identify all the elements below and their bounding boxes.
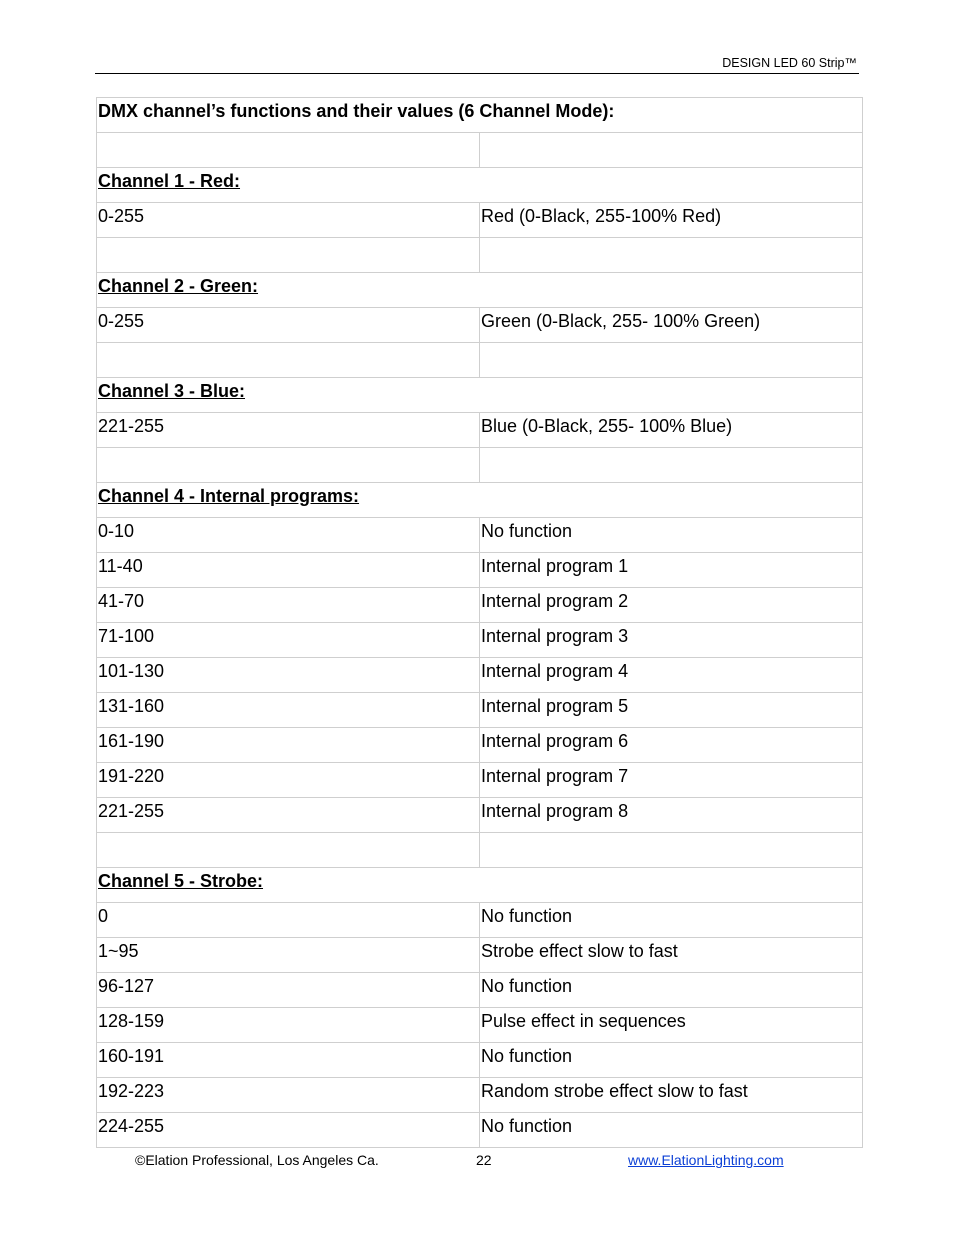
- channel-heading-row: [97, 483, 863, 518]
- table-row: [97, 903, 863, 938]
- dmx-value-cell: 191-220: [97, 763, 480, 798]
- table-row: [97, 938, 863, 973]
- dmx-value-cell: 161-190: [97, 728, 480, 763]
- spacer-cell: [97, 133, 480, 168]
- footer-website-link[interactable]: www.ElationLighting.com: [628, 1152, 784, 1168]
- table-row: [97, 308, 863, 343]
- spacer-cell: [480, 343, 863, 378]
- table-row: [97, 728, 863, 763]
- table-row: [97, 413, 863, 448]
- dmx-value-cell: 41-70: [97, 588, 480, 623]
- function-description-cell: Internal program 3: [480, 623, 863, 658]
- dmx-value-cell: 160-191: [97, 1043, 480, 1078]
- table-title: DMX channel’s functions and their values (6 Channel Mode):: [97, 98, 863, 133]
- function-description-cell: No function: [480, 973, 863, 1008]
- dmx-value-cell: 0-255: [97, 203, 480, 238]
- function-description-cell: Strobe effect slow to fast: [480, 938, 863, 973]
- function-description-cell: Green (0-Black, 255- 100% Green): [480, 308, 863, 343]
- spacer-cell: [480, 238, 863, 273]
- dmx-value-cell: 192-223: [97, 1078, 480, 1113]
- table-title-row: [97, 98, 863, 133]
- table-row: [97, 658, 863, 693]
- channel-heading: [97, 483, 863, 518]
- spacer-row: [97, 343, 863, 378]
- spacer-cell: [480, 448, 863, 483]
- dmx-value-cell: 0: [97, 903, 480, 938]
- channel-heading: [97, 868, 863, 903]
- dmx-value-cell: 101-130: [97, 658, 480, 693]
- function-description-cell: No function: [480, 1113, 863, 1148]
- channel-heading: [97, 273, 863, 308]
- channel-heading-label: Channel 3 - Blue:: [98, 381, 246, 401]
- channel-heading-row: [97, 168, 863, 203]
- spacer-row: [97, 133, 863, 168]
- table-row: [97, 203, 863, 238]
- dmx-value-cell: 96-127: [97, 973, 480, 1008]
- spacer-cell: [480, 833, 863, 868]
- dmx-channel-table: [96, 97, 863, 1148]
- function-description-cell: No function: [480, 518, 863, 553]
- footer-page-number: 22: [476, 1152, 492, 1168]
- spacer-row: [97, 833, 863, 868]
- channel-heading-label: Channel 1 - Red:: [98, 171, 241, 191]
- dmx-value-cell: 128-159: [97, 1008, 480, 1043]
- dmx-value-cell: 0-10: [97, 518, 480, 553]
- channel-heading: [97, 168, 863, 203]
- table-row: [97, 1113, 863, 1148]
- channel-heading-row: [97, 868, 863, 903]
- dmx-value-cell: 131-160: [97, 693, 480, 728]
- dmx-value-cell: 221-255: [97, 798, 480, 833]
- table-row: [97, 973, 863, 1008]
- channel-heading-row: [97, 378, 863, 413]
- spacer-cell: [480, 133, 863, 168]
- dmx-value-cell: 224-255: [97, 1113, 480, 1148]
- channel-heading-label: Channel 5 - Strobe:: [98, 871, 264, 891]
- dmx-value-cell: 71-100: [97, 623, 480, 658]
- table-row: [97, 1043, 863, 1078]
- table-row: [97, 623, 863, 658]
- dmx-value-cell: 1~95: [97, 938, 480, 973]
- channel-heading-row: [97, 273, 863, 308]
- spacer-row: [97, 238, 863, 273]
- table-row: [97, 588, 863, 623]
- spacer-cell: [97, 343, 480, 378]
- footer-copyright: ©Elation Professional, Los Angeles Ca.: [135, 1152, 379, 1168]
- function-description-cell: Internal program 4: [480, 658, 863, 693]
- channel-heading-label: Channel 2 - Green:: [98, 276, 259, 296]
- function-description-cell: Internal program 5: [480, 693, 863, 728]
- spacer-cell: [97, 833, 480, 868]
- dmx-value-cell: 11-40: [97, 553, 480, 588]
- function-description-cell: Red (0-Black, 255-100% Red): [480, 203, 863, 238]
- spacer-cell: [97, 238, 480, 273]
- function-description-cell: Internal program 7: [480, 763, 863, 798]
- spacer-row: [97, 448, 863, 483]
- function-description-cell: Pulse effect in sequences: [480, 1008, 863, 1043]
- table-row: [97, 798, 863, 833]
- table-row: [97, 763, 863, 798]
- function-description-cell: No function: [480, 903, 863, 938]
- table-row: [97, 518, 863, 553]
- spacer-cell: [97, 448, 480, 483]
- function-description-cell: Internal program 2: [480, 588, 863, 623]
- function-description-cell: Internal program 6: [480, 728, 863, 763]
- table-row: [97, 1008, 863, 1043]
- channel-heading-label: Channel 4 - Internal programs:: [98, 486, 360, 506]
- header-divider: [95, 73, 859, 74]
- function-description-cell: Random strobe effect slow to fast: [480, 1078, 863, 1113]
- table-row: [97, 693, 863, 728]
- function-description-cell: Internal program 8: [480, 798, 863, 833]
- dmx-value-cell: 221-255: [97, 413, 480, 448]
- function-description-cell: Internal program 1: [480, 553, 863, 588]
- document-header-title: DESIGN LED 60 Strip™: [722, 56, 857, 70]
- function-description-cell: Blue (0-Black, 255- 100% Blue): [480, 413, 863, 448]
- table-row: [97, 1078, 863, 1113]
- function-description-cell: No function: [480, 1043, 863, 1078]
- table-row: [97, 553, 863, 588]
- dmx-value-cell: 0-255: [97, 308, 480, 343]
- channel-heading: [97, 378, 863, 413]
